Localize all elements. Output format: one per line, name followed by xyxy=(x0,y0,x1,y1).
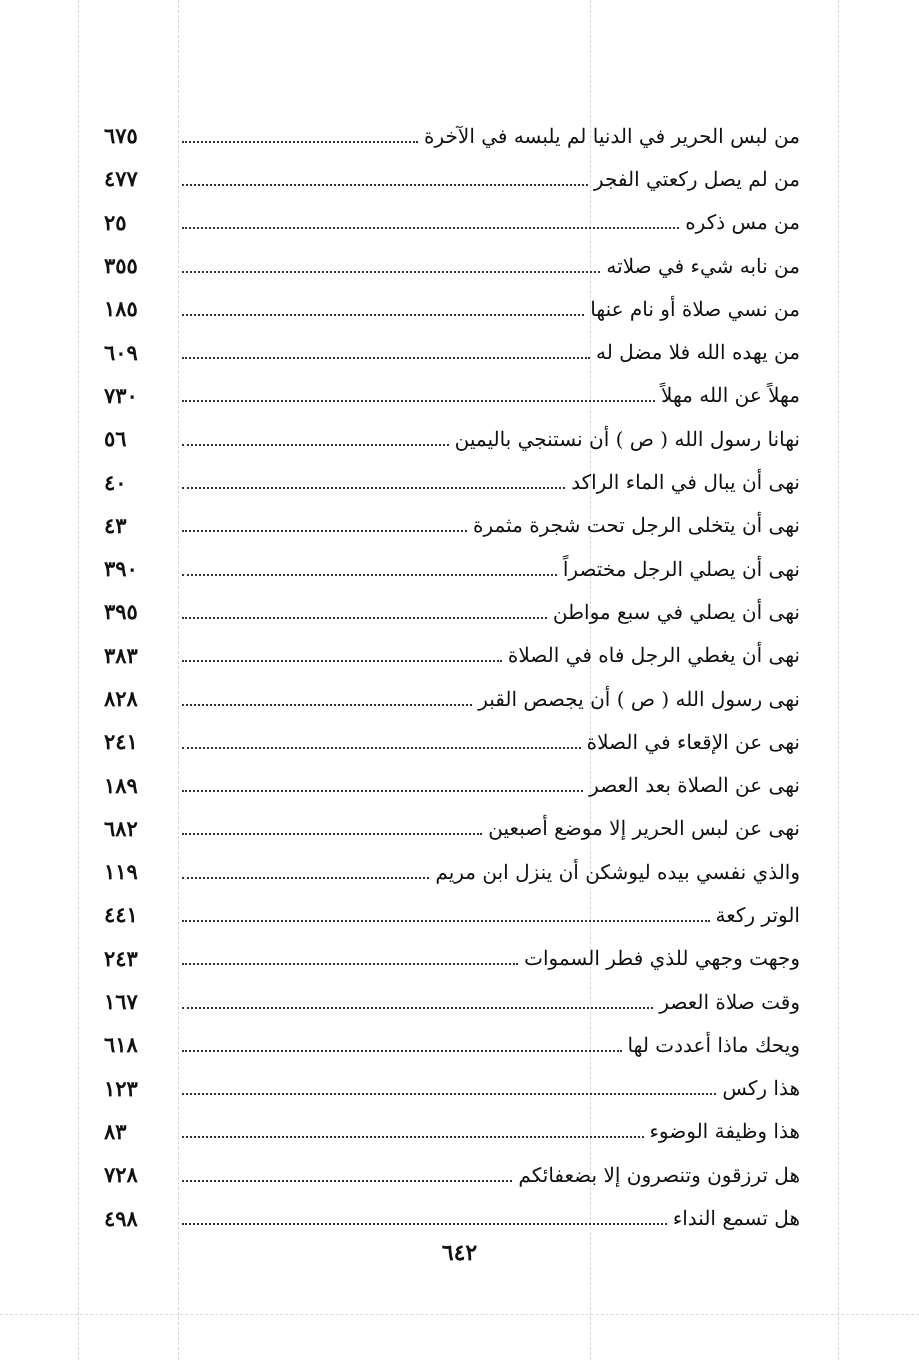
entry-text: نهى عن الصلاة بعد العصر xyxy=(589,773,800,798)
entry-page-number: ٤٣ xyxy=(104,512,127,538)
entry-text: والذي نفسي بيده ليوشكن أن ينزل ابن مريم xyxy=(435,859,800,884)
index-entry xyxy=(104,460,800,503)
entry-text: من لبس الحرير في الدنيا لم يلبسه في الآخرة xyxy=(424,123,800,148)
entry-page-number: ٨٣ xyxy=(104,1118,127,1144)
entry-text: مهلاً عن الله مهلاً xyxy=(661,383,800,408)
entry-text: هل ترزقون وتنصرون إلا بضعفائكم xyxy=(518,1162,800,1187)
entry-text: نهى أن يبال في الماء الراكد xyxy=(571,470,800,495)
entry-text: نهى أن يتخلى الرجل تحت شجرة مثمرة xyxy=(473,513,800,538)
index-entry xyxy=(104,720,800,763)
entry-text: من نسي صلاة أو نام عنها xyxy=(590,296,800,321)
index-entry xyxy=(104,1067,800,1110)
guide-line-right xyxy=(838,0,839,1360)
dot-leader xyxy=(182,833,482,835)
entry-text: هذا وظيفة الوضوء xyxy=(649,1119,800,1144)
index-entry xyxy=(104,244,800,287)
index-entry xyxy=(104,330,800,373)
index-entry xyxy=(104,980,800,1023)
entry-page-number: ٦٧٥ xyxy=(104,123,138,149)
dot-leader xyxy=(182,660,502,662)
entry-page-number: ٢٤١ xyxy=(104,729,138,755)
guide-line-left xyxy=(78,0,79,1360)
entry-page-number: ٧٣٠ xyxy=(104,382,138,408)
entry-page-number: ٤٧٧ xyxy=(104,166,138,192)
index-entry xyxy=(104,547,800,590)
dot-leader xyxy=(182,877,429,879)
entry-text: من مس ذكره xyxy=(685,210,800,235)
dot-leader xyxy=(182,1223,667,1225)
index-entry xyxy=(104,114,800,157)
entry-page-number: ٢٥ xyxy=(104,209,127,235)
index-entry xyxy=(104,763,800,806)
entry-text: من يهده الله فلا مضل له xyxy=(596,340,800,365)
dot-leader xyxy=(182,920,710,922)
index-entry xyxy=(104,807,800,850)
index-entry xyxy=(104,417,800,460)
entry-page-number: ١٨٥ xyxy=(104,296,138,322)
dot-leader xyxy=(182,141,418,143)
dot-leader xyxy=(182,400,655,402)
entry-page-number: ٤٩٨ xyxy=(104,1205,138,1231)
entry-page-number: ٤٤١ xyxy=(104,902,138,928)
index-entry xyxy=(104,850,800,893)
entry-page-number: ٣٥٥ xyxy=(104,253,138,279)
entry-page-number: ٨٢٨ xyxy=(104,686,138,711)
entry-text: هل تسمع النداء xyxy=(672,1206,800,1231)
index-entry xyxy=(104,590,800,633)
dot-leader xyxy=(182,1180,512,1182)
dot-leader xyxy=(182,271,600,273)
index-entry xyxy=(104,893,800,936)
dot-leader xyxy=(182,530,467,532)
index-entry xyxy=(104,1153,800,1196)
entry-text: من نابه شيء في صلاته xyxy=(606,253,800,278)
dot-leader xyxy=(182,617,547,619)
entry-text: نهى أن يغطي الرجل فاه في الصلاة xyxy=(507,643,800,668)
entry-text: وقت صلاة العصر xyxy=(659,989,800,1014)
index-entry xyxy=(104,504,800,547)
dot-leader xyxy=(182,357,590,359)
entry-page-number: ٥٦ xyxy=(104,426,127,452)
dot-leader xyxy=(182,963,518,965)
entry-page-number: ٢٤٣ xyxy=(104,945,138,971)
entry-page-number: ٦٠٩ xyxy=(104,339,138,365)
entry-page-number: ١١٩ xyxy=(104,859,138,885)
entry-text: نهى عن لبس الحرير إلا موضع أصبعين xyxy=(488,816,800,841)
dot-leader xyxy=(182,1050,622,1052)
dot-leader xyxy=(182,227,679,229)
index-entry xyxy=(104,287,800,330)
dot-leader xyxy=(182,747,581,749)
dot-leader xyxy=(182,487,565,489)
dot-leader xyxy=(182,184,588,186)
index-entry xyxy=(104,634,800,677)
entry-text: هذا ركس xyxy=(722,1076,800,1101)
entry-text: نهانا رسول الله ( ص ) أن نستنجي باليمين xyxy=(454,426,800,451)
hadith-index-list xyxy=(104,114,800,1240)
dot-leader xyxy=(182,1007,653,1009)
entry-page-number: ٣٩٠ xyxy=(104,556,138,582)
index-entry xyxy=(104,201,800,244)
index-entry xyxy=(104,677,800,720)
dot-leader xyxy=(182,790,583,792)
entry-page-number: ٤٠ xyxy=(104,469,127,495)
entry-page-number: ١٦٧ xyxy=(104,989,138,1015)
entry-page-number: ١٢٣ xyxy=(104,1075,138,1101)
entry-page-number: ٦٨٢ xyxy=(104,815,138,841)
dot-leader xyxy=(182,444,449,446)
entry-page-number: ٦١٨ xyxy=(104,1032,138,1058)
dot-leader xyxy=(182,314,584,316)
guide-line-bottom xyxy=(0,1314,919,1315)
dot-leader xyxy=(182,1093,716,1095)
index-entry xyxy=(104,374,800,417)
entry-text: نهى أن يصلي الرجل مختصراً xyxy=(562,556,800,581)
dot-leader xyxy=(182,1136,644,1138)
entry-text: نهى رسول الله ( ص ) أن يجصص القبر xyxy=(478,686,800,711)
entry-text: الوتر ركعة xyxy=(715,902,800,927)
dot-leader xyxy=(182,574,557,576)
index-entry xyxy=(104,1023,800,1066)
index-entry xyxy=(104,1110,800,1153)
entry-page-number: ٣٩٥ xyxy=(104,599,138,625)
entry-text: ويحك ماذا أعددت لها xyxy=(627,1032,800,1057)
index-entry xyxy=(104,157,800,200)
entry-text: من لم يصل ركعتي الفجر xyxy=(593,166,800,191)
index-entry xyxy=(104,937,800,980)
entry-text: وجهت وجهي للذي فطر السموات xyxy=(524,946,800,971)
entry-text: نهى أن يصلي في سبع مواطن xyxy=(552,599,800,624)
entry-page-number: ٣٨٣ xyxy=(104,642,138,668)
page-number: ٦٤٢ xyxy=(441,1240,478,1266)
entry-page-number: ٧٢٨ xyxy=(104,1162,138,1188)
entry-page-number: ١٨٩ xyxy=(104,772,138,798)
dot-leader xyxy=(182,704,472,706)
index-entry xyxy=(104,1196,800,1239)
entry-text: نهى عن الإقعاء في الصلاة xyxy=(586,729,800,754)
